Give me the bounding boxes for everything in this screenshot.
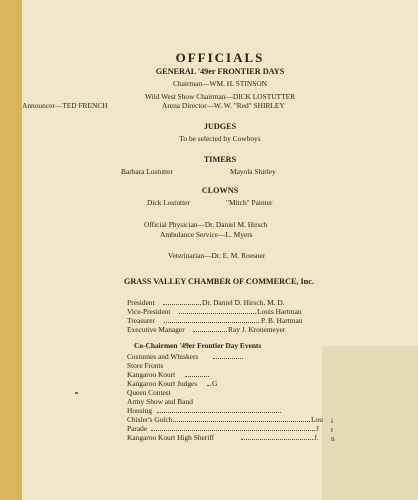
timers-heading: TIMERS	[203, 155, 237, 164]
clown-name: Dick Lostutter	[147, 198, 190, 207]
page-title: OFFICIALS	[175, 50, 265, 65]
event-chairman: J.	[314, 433, 319, 442]
ink-speck	[75, 392, 78, 394]
judges-heading: JUDGES	[203, 122, 237, 131]
event-chairman: G	[212, 379, 218, 388]
event-label: Parade	[127, 424, 148, 433]
event-row	[127, 379, 327, 388]
wild-west-line: Wild West Show Chairman—DICK LOSTUTTER	[144, 92, 296, 101]
leader-dots	[193, 325, 227, 332]
event-row	[127, 406, 327, 415]
leader-dots	[173, 415, 310, 422]
leader-dots	[164, 316, 259, 323]
event-row	[127, 433, 327, 442]
physician-line: Official Physician—Dr. Daniel M. Hirsch	[144, 220, 268, 229]
cochairmen-heading: Co-Chairmen '49er Frontier Day Events	[134, 341, 262, 350]
cut-off-fragment: i	[331, 416, 334, 425]
judges-text: To be selected by Cowboys	[179, 134, 261, 143]
officer-role: Treasurer	[127, 316, 156, 325]
leader-dots	[213, 352, 243, 359]
officer-row	[127, 325, 332, 334]
event-row	[127, 424, 327, 433]
officer-row	[127, 298, 332, 307]
leader-dots	[179, 307, 256, 314]
event-label: Store Fronts	[127, 361, 164, 370]
officer-name: Louis Hartman	[257, 307, 302, 316]
event-label: Chisler's Gulch	[127, 415, 173, 424]
event-row	[127, 397, 327, 406]
leader-dots	[207, 379, 211, 386]
leader-dots	[157, 406, 281, 413]
timer-name: Barbara Lostutter	[121, 167, 173, 176]
program-page	[22, 0, 418, 500]
event-label: Housing	[127, 406, 153, 415]
event-label: Kangaroo Kourt High Sheriff	[127, 433, 215, 442]
officer-row	[127, 307, 332, 316]
event-row	[127, 352, 327, 361]
event-subtitle: GENERAL '49er FRONTIER DAYS	[155, 67, 285, 76]
page-shadow	[322, 346, 418, 500]
announcer-line: Announcer—TED FRENCH	[22, 101, 108, 110]
event-row	[127, 361, 327, 370]
event-label: Queen Contest	[127, 388, 171, 397]
officer-row	[127, 316, 332, 325]
event-row	[127, 388, 327, 397]
timer-name: Mayola Shirley	[230, 167, 276, 176]
officer-name: P. B. Hartman	[261, 316, 303, 325]
clown-name: "Mitch" Painter	[226, 198, 273, 207]
event-label: Kangaroo Kourt	[127, 370, 176, 379]
cut-off-fragment: n	[331, 434, 335, 443]
event-label: Kangaroo Kourt Judges	[127, 379, 198, 388]
ambulance-line: Ambulance Service—L. Myers	[160, 230, 253, 239]
officer-role: Vice-President	[127, 307, 171, 316]
event-label: Army Show and Band	[127, 397, 193, 406]
officer-name: Ray J. Kronemeyer	[228, 325, 286, 334]
event-chairman: Lou	[311, 415, 323, 424]
chairman-line: Chairman—WM. H. STINSON	[172, 79, 268, 88]
officer-role: Executive Manager	[127, 325, 185, 334]
event-chairman: J	[316, 424, 319, 433]
leader-dots	[151, 424, 315, 431]
officer-role: President	[127, 298, 155, 307]
leader-dots	[241, 433, 313, 440]
event-label: Costumes and Whiskers	[127, 352, 199, 361]
clowns-heading: CLOWNS	[201, 186, 239, 195]
chamber-heading: GRASS VALLEY CHAMBER OF COMMERCE, Inc.	[124, 277, 314, 286]
event-row	[127, 415, 327, 424]
veterinarian-line: Veterinarian—Dr. E. M. Roesner	[168, 251, 266, 260]
officer-name: Dr. Daniel D. Hirsch, M. D.	[202, 298, 285, 307]
event-row	[127, 370, 327, 379]
leader-dots	[185, 370, 209, 377]
arena-director-line: Arena Director—W. W. "Red" SHIRLEY	[162, 101, 285, 110]
cut-off-fragment: t	[331, 425, 334, 434]
leader-dots	[163, 298, 201, 305]
